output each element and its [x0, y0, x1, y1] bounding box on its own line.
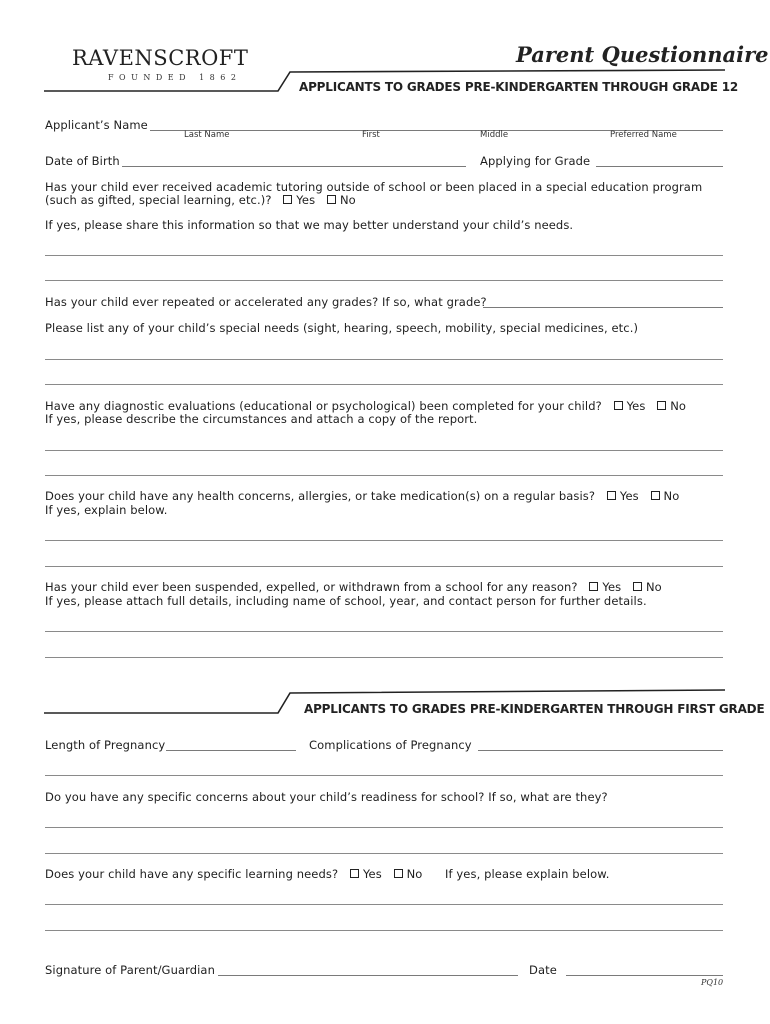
repeated-grade-field[interactable] [483, 307, 723, 308]
q-tutoring-followup: If yes, please share this information so that we may better understand your child’s needs. [45, 218, 574, 232]
q-readiness: Do you have any specific concerns about your child’s readiness for school? If so, what are they? [45, 790, 608, 804]
answer-line[interactable] [45, 930, 723, 931]
q-learning-followup: If yes, please explain below. [445, 867, 610, 881]
q-diagnostic-line1: Have any diagnostic evaluations (educational or psychological) been completed for your child? Yes No [45, 399, 687, 413]
complications-field[interactable] [478, 750, 723, 751]
pregnancy-label: Length of Pregnancy [45, 738, 166, 752]
checkbox-icon[interactable] [327, 195, 336, 204]
q-tutoring-line2: (such as gifted, special learning, etc.)? Yes No [45, 193, 356, 207]
learning-no-option[interactable]: No [386, 867, 423, 881]
diagnostic-yes-option[interactable]: Yes [606, 399, 646, 413]
answer-line[interactable] [45, 657, 723, 658]
middle-name-sublabel: Middle [480, 130, 509, 140]
page-title: Parent Questionnaire [516, 42, 769, 67]
answer-line[interactable] [45, 853, 723, 854]
answer-line[interactable] [45, 475, 723, 476]
first-name-sublabel: First [362, 130, 380, 140]
answer-line[interactable] [45, 384, 723, 385]
date-field[interactable] [566, 975, 723, 976]
answer-line[interactable] [45, 631, 723, 632]
q-special-needs: Please list any of your child’s special needs (sight, hearing, speech, mobility, special medicines, etc.) [45, 321, 639, 335]
checkbox-icon[interactable] [651, 491, 660, 500]
q-repeated: Has your child ever repeated or accelerated any grades? If so, what grade? [45, 295, 487, 309]
grade-field[interactable] [596, 166, 723, 167]
answer-line[interactable] [45, 255, 723, 256]
dob-label: Date of Birth [45, 154, 120, 168]
form-code: PQ10 [701, 978, 724, 987]
answer-line[interactable] [45, 904, 723, 905]
diagnostic-no-option[interactable]: No [649, 399, 686, 413]
last-name-sublabel: Last Name [184, 130, 230, 140]
answer-line[interactable] [45, 450, 723, 451]
tutoring-no-option[interactable]: No [319, 193, 356, 207]
q-health-line1: Does your child have any health concerns, allergies, or take medication(s) on a regular basis? Yes No [45, 489, 680, 503]
learning-yes-option[interactable]: Yes [342, 867, 382, 881]
preferred-name-sublabel: Preferred Name [610, 130, 677, 140]
school-logo: RAVENSCROFT [72, 46, 249, 70]
complications-label: Complications of Pregnancy [309, 738, 472, 752]
tutoring-yes-option[interactable]: Yes [275, 193, 315, 207]
checkbox-icon[interactable] [283, 195, 292, 204]
suspended-yes-option[interactable]: Yes [581, 580, 621, 594]
answer-line[interactable] [45, 280, 723, 281]
health-no-option[interactable]: No [643, 489, 680, 503]
grade-label: Applying for Grade [480, 154, 591, 168]
date-label: Date [529, 963, 557, 977]
checkbox-icon[interactable] [633, 582, 642, 591]
answer-line[interactable] [45, 540, 723, 541]
suspended-no-option[interactable]: No [625, 580, 662, 594]
q-suspended-line2: If yes, please attach full details, including name of school, year, and contact person for further details. [45, 594, 647, 608]
checkbox-icon[interactable] [394, 869, 403, 878]
answer-line[interactable] [45, 775, 723, 776]
section2-banner: APPLICANTS TO GRADES PRE-KINDERGARTEN THROUGH FIRST GRADE [304, 702, 765, 716]
checkbox-icon[interactable] [350, 869, 359, 878]
pregnancy-field[interactable] [166, 750, 296, 751]
signature-field[interactable] [218, 975, 518, 976]
section1-banner: APPLICANTS TO GRADES PRE-KINDERGARTEN THROUGH GRADE 12 [299, 80, 739, 94]
answer-line[interactable] [45, 566, 723, 567]
checkbox-icon[interactable] [589, 582, 598, 591]
dob-field[interactable] [122, 166, 466, 167]
health-yes-option[interactable]: Yes [599, 489, 639, 503]
applicant-name-label: Applicant’s Name [45, 118, 148, 132]
q-health-line2: If yes, explain below. [45, 503, 168, 517]
founded-text: FOUNDED 1862 [108, 73, 242, 82]
answer-line[interactable] [45, 827, 723, 828]
q-diagnostic-line2: If yes, please describe the circumstances and attach a copy of the report. [45, 412, 478, 426]
q-tutoring-line1: Has your child ever received academic tutoring outside of school or been placed in a special education program [45, 180, 703, 194]
q-learning-needs: Does your child have any specific learning needs? Yes No [45, 867, 423, 881]
signature-label: Signature of Parent/Guardian [45, 963, 215, 977]
answer-line[interactable] [45, 359, 723, 360]
checkbox-icon[interactable] [657, 401, 666, 410]
q-suspended-line1: Has your child ever been suspended, expelled, or withdrawn from a school for any reason? Yes No [45, 580, 662, 594]
checkbox-icon[interactable] [614, 401, 623, 410]
checkbox-icon[interactable] [607, 491, 616, 500]
